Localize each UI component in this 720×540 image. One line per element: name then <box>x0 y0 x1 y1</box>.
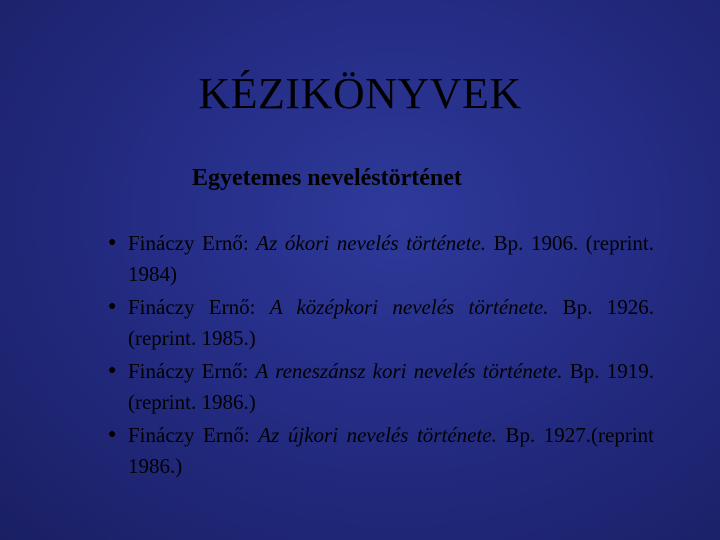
slide-title: KÉZIKÖNYVEK <box>198 69 522 118</box>
slide-subtitle: Egyetemes neveléstörténet <box>192 165 462 191</box>
item-book-title: A középkori nevelés története. <box>269 295 549 319</box>
item-book-title: A reneszánsz kori nevelés története. <box>255 359 563 383</box>
bullet-icon: ● <box>108 427 117 442</box>
list-item <box>108 228 654 289</box>
item-details: Bp. 1919. (reprint. 1986.) <box>128 359 654 414</box>
item-book-title: Az ókori nevelés története. <box>256 231 487 255</box>
item-details: Bp. 1926. (reprint. 1985.) <box>128 295 654 350</box>
bullet-icon: ● <box>108 299 117 314</box>
list-item <box>108 420 654 481</box>
list-item <box>108 356 654 417</box>
item-author: Fináczy Ernő: <box>128 423 259 447</box>
bullet-icon: ● <box>108 235 117 250</box>
reference-list <box>108 228 654 484</box>
item-author: Fináczy Ernő: <box>128 359 256 383</box>
item-author: Fináczy Ernő: <box>128 231 257 255</box>
bullet-icon: ● <box>108 363 117 378</box>
item-details: Bp. 1927.(reprint 1986.) <box>128 423 655 478</box>
list-item <box>108 292 654 353</box>
item-details: Bp. 1906. (reprint. 1984) <box>128 231 654 286</box>
item-book-title: Az újkori nevelés története. <box>258 423 497 447</box>
item-author: Fináczy Ernő: <box>128 295 270 319</box>
